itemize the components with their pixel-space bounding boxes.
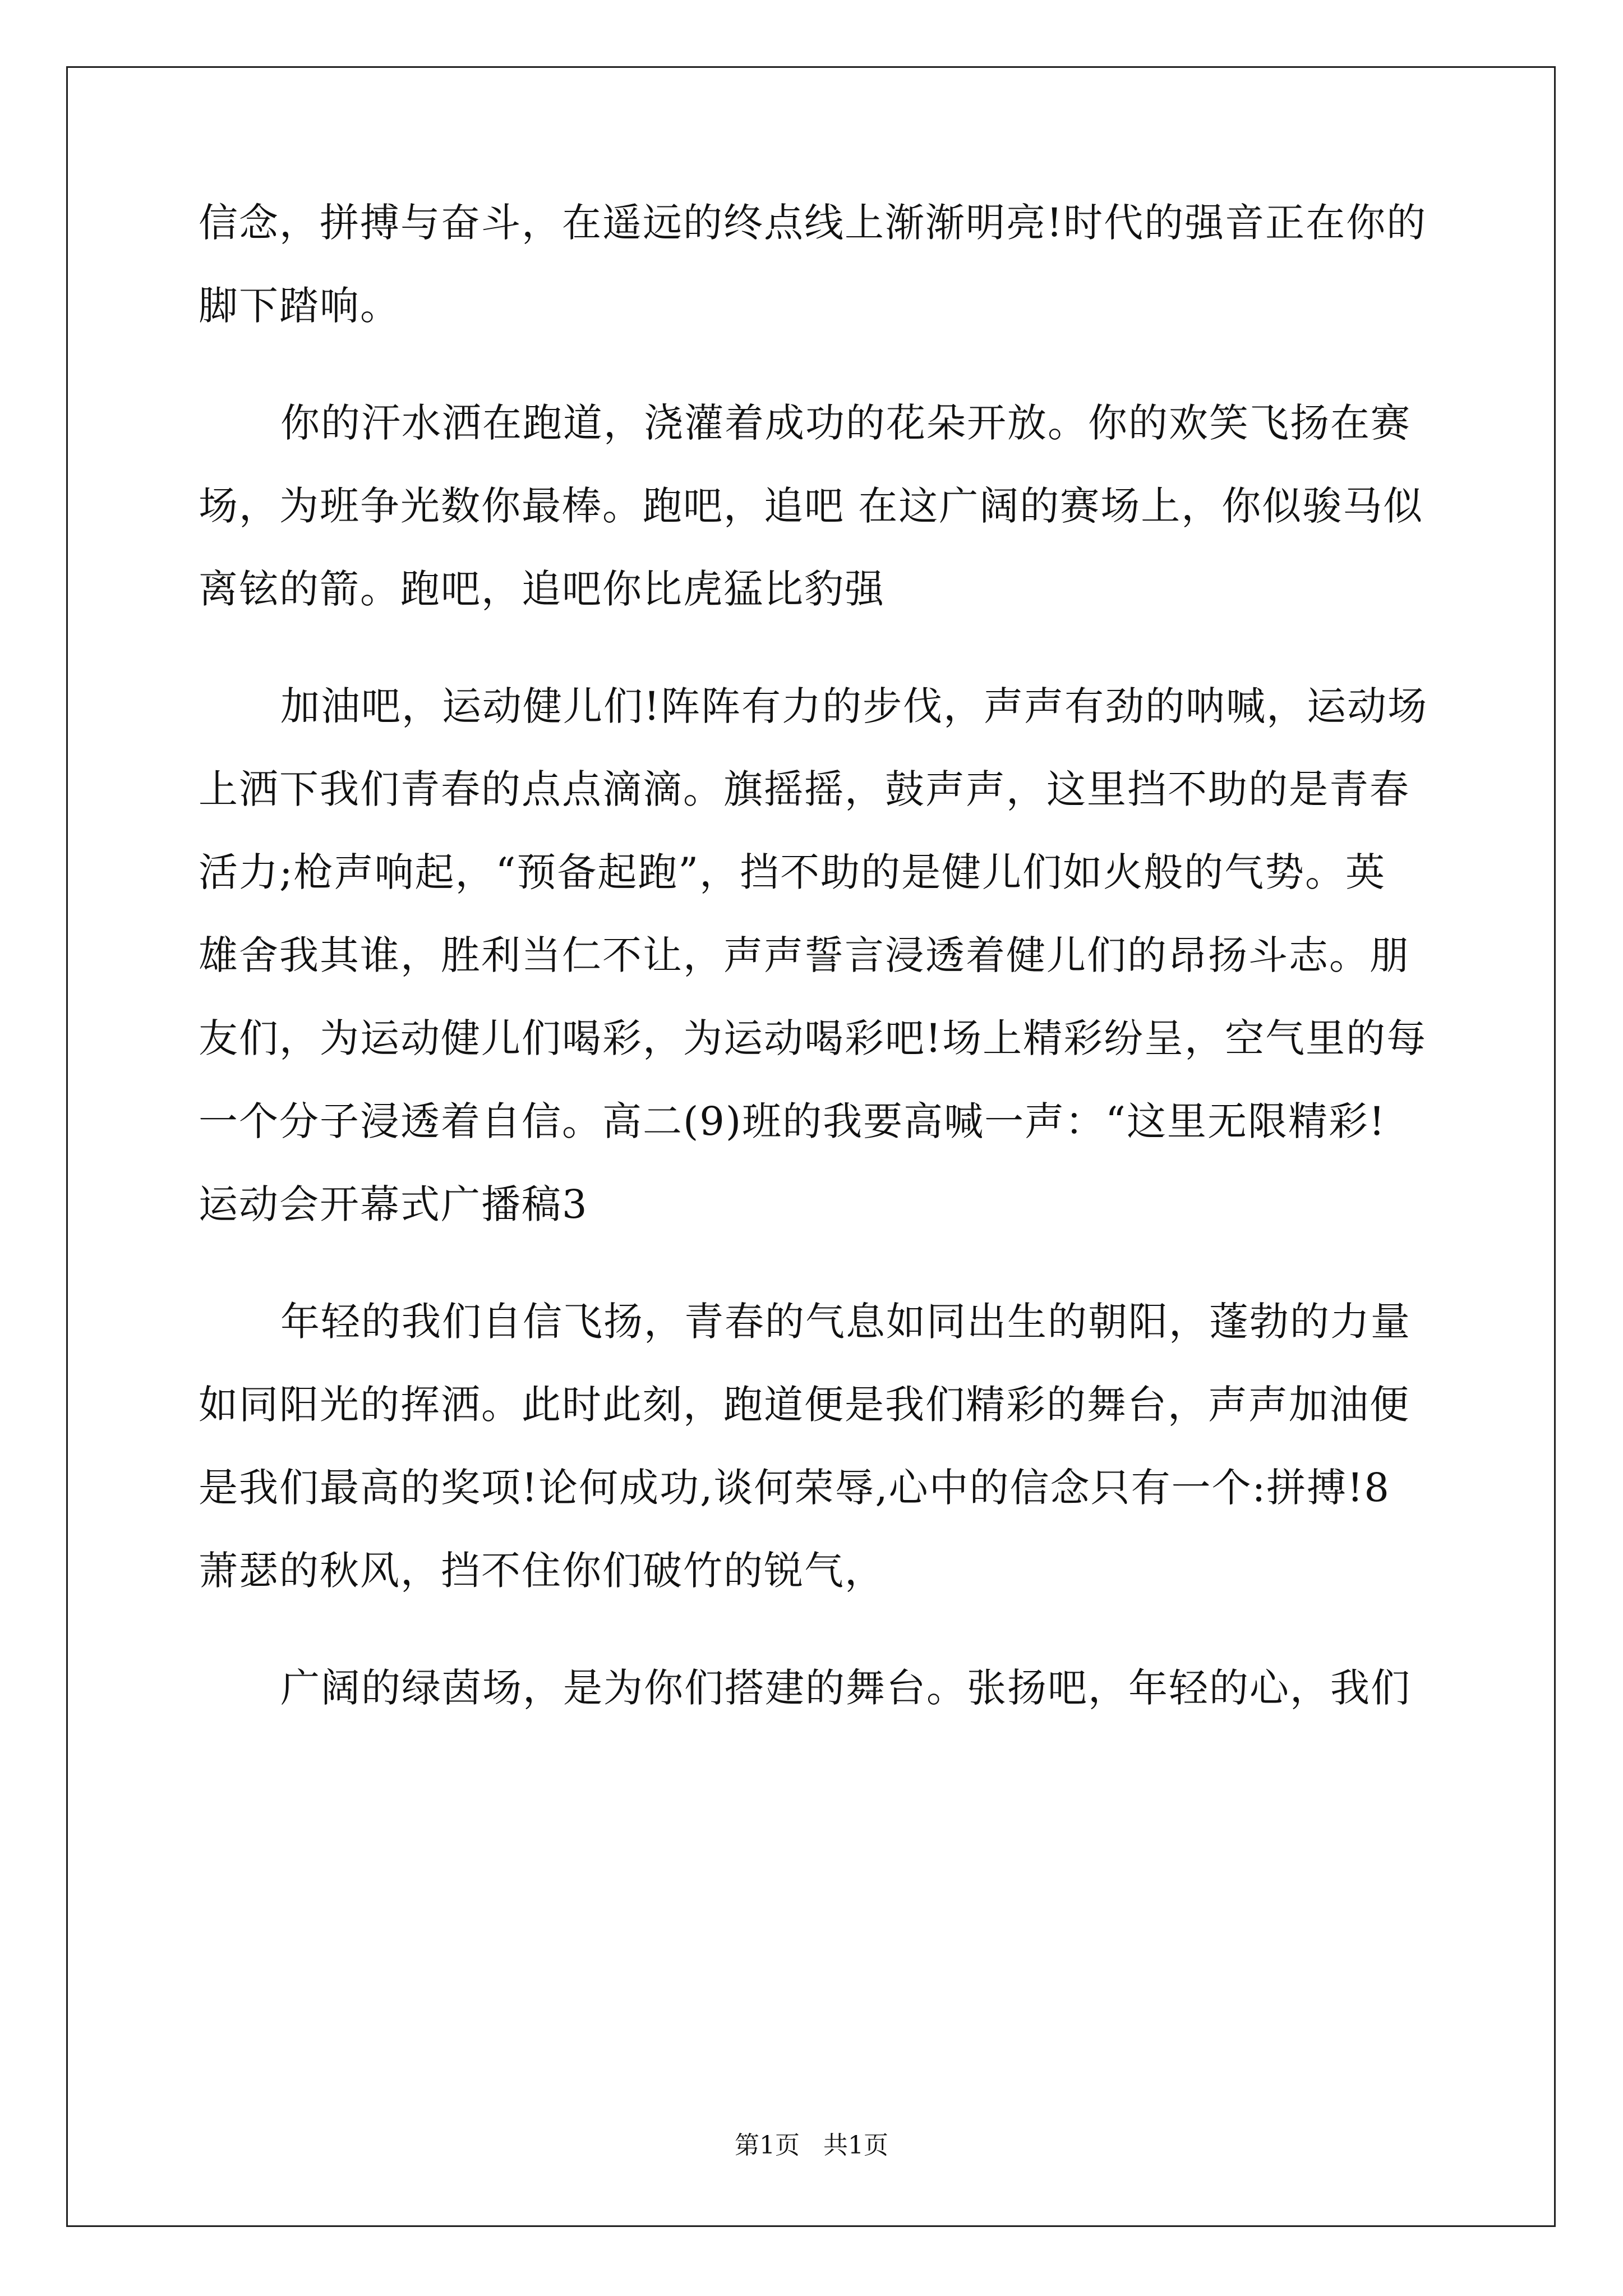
text-line: 年轻的我们自信飞扬，青春的气息如同出生的朝阳，蓬勃的力量 — [280, 1299, 1411, 1345]
page-footer — [0, 2125, 1623, 2161]
document-body — [199, 200, 1430, 1751]
text-line: 广阔的绿茵场，是为你们搭建的舞台。张扬吧，年轻的心，我们 — [280, 1665, 1411, 1711]
text-line: 你的汗水洒在跑道，浇灌着成功的花朵开放。你的欢笑飞扬在赛 — [280, 400, 1411, 446]
text-line: 萧瑟的秋风，挡不住你们破竹的锐气， — [199, 1548, 885, 1594]
paragraph — [199, 683, 1430, 1268]
text-line: 加油吧，运动健儿们!阵阵有力的步伐，声声有劲的呐喊，运动场 — [280, 683, 1428, 729]
text-line: 如同阳光的挥洒。此时此刻，跑道便是我们精彩的舞台，声声加油便 — [199, 1382, 1410, 1428]
text-line: 友们，为运动健儿们喝彩，为运动喝彩吧!场上精彩纷呈，空气里的每 — [199, 1015, 1427, 1061]
paragraph — [199, 1665, 1430, 1751]
text-line: 是我们最高的奖项!论何成功,谈何荣辱,心中的信念只有一个:拼搏!8 — [199, 1465, 1390, 1511]
text-line: 场，为班争光数你最棒。跑吧，追吧 在这广阔的赛场上，你似骏马似 — [199, 483, 1424, 529]
text-line: 上洒下我们青春的点点滴滴。旗摇摇，鼓声声，这里挡不助的是青春 — [199, 766, 1410, 812]
paragraph — [199, 400, 1430, 652]
page-number: 第1页 共1页 — [735, 2131, 888, 2160]
text-line: 运动会开幕式广播稿3 — [199, 1181, 588, 1227]
paragraph — [199, 200, 1430, 369]
text-line: 离铉的箭。跑吧，追吧你比虎猛比豹强 — [199, 566, 885, 612]
text-line: 脚下踏响。 — [199, 283, 400, 329]
text-line: 信念，拼搏与奋斗，在遥远的终点线上渐渐明亮!时代的强音正在你的 — [199, 200, 1427, 246]
text-line: 一个分子浸透着自信。高二(9)班的我要高喊一声：“这里无限精彩! — [199, 1098, 1386, 1144]
text-line: 雄舍我其谁，胜利当仁不让，声声誓言浸透着健儿们的昂扬斗志。朋 — [199, 932, 1410, 978]
paragraph — [199, 1299, 1430, 1634]
text-line: 活力;枪声响起，“预备起跑”，挡不助的是健儿们如火般的气势。英 — [199, 849, 1386, 895]
